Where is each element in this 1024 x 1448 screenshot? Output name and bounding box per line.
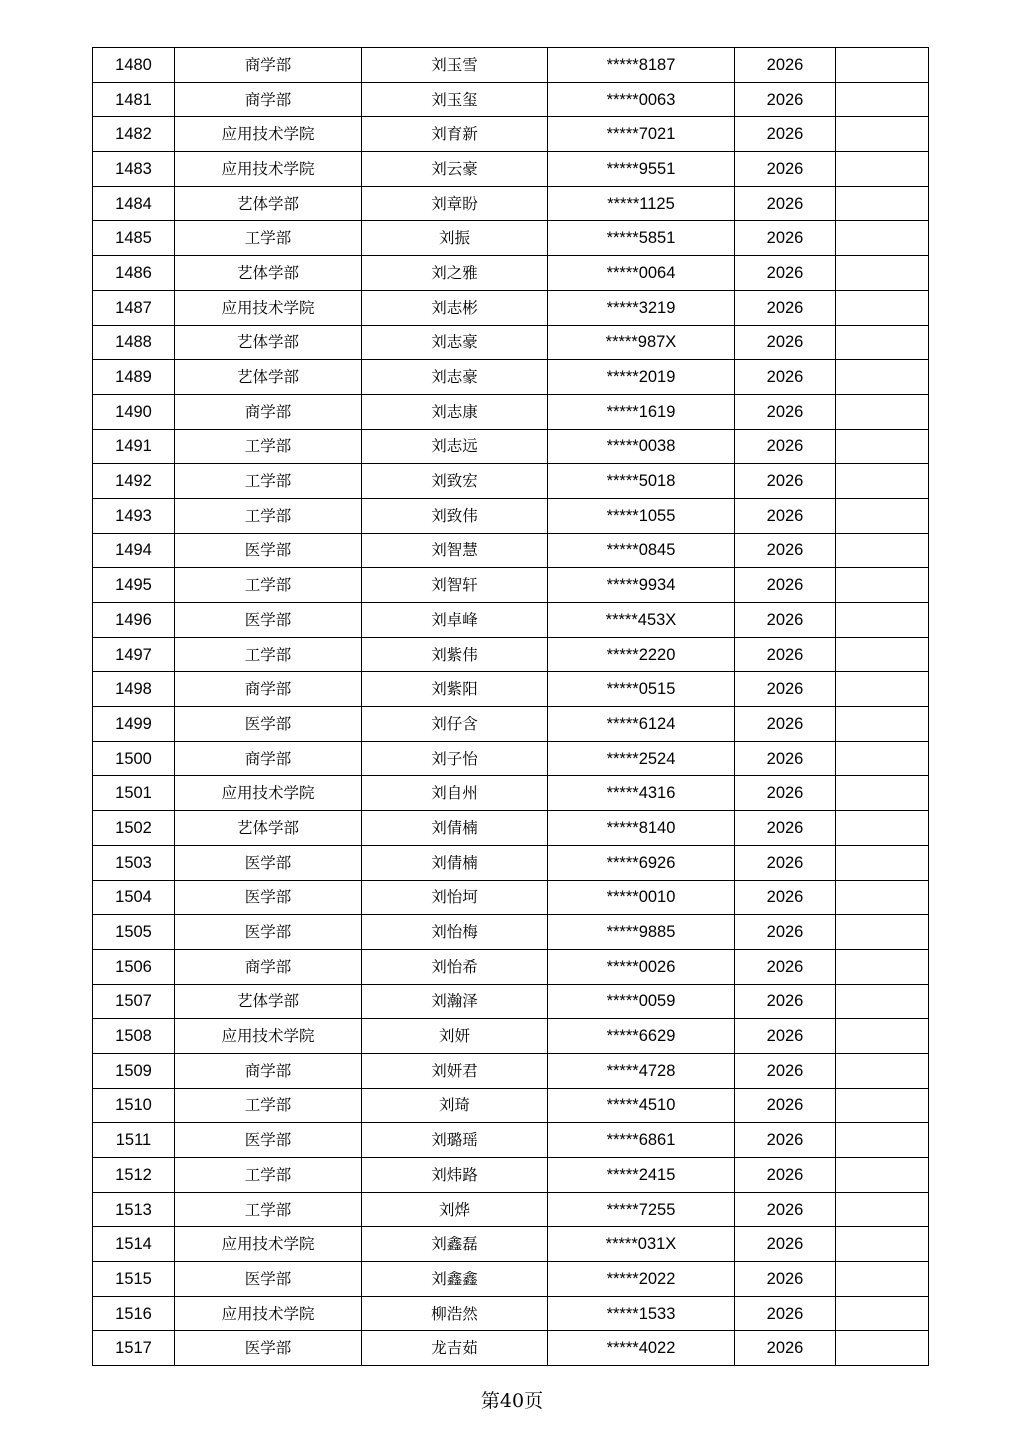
masked-id-cell: *****0845	[548, 533, 735, 568]
year-cell: 2026	[735, 1262, 836, 1297]
year-cell: 2026	[735, 568, 836, 603]
student-name-cell: 刘玉雪	[362, 48, 548, 83]
table-row	[93, 915, 929, 950]
year-cell: 2026	[735, 429, 836, 464]
department-cell: 商学部	[175, 1053, 362, 1088]
remark-cell	[836, 845, 929, 880]
student-name-cell: 刘子怡	[362, 741, 548, 776]
masked-id-cell: *****6861	[548, 1123, 735, 1158]
year-cell: 2026	[735, 394, 836, 429]
table-row	[93, 1227, 929, 1262]
masked-id-cell: *****0063	[548, 82, 735, 117]
table-row	[93, 1123, 929, 1158]
masked-id-cell: *****9934	[548, 568, 735, 603]
department-cell: 医学部	[175, 603, 362, 638]
year-cell: 2026	[735, 256, 836, 291]
remark-cell	[836, 186, 929, 221]
table-row	[93, 394, 929, 429]
table-row	[93, 845, 929, 880]
year-cell: 2026	[735, 880, 836, 915]
year-cell: 2026	[735, 672, 836, 707]
remark-cell	[836, 1227, 929, 1262]
department-cell: 艺体学部	[175, 984, 362, 1019]
remark-cell	[836, 1019, 929, 1054]
department-cell: 医学部	[175, 533, 362, 568]
remark-cell	[836, 1053, 929, 1088]
student-name-cell: 刘烨	[362, 1192, 548, 1227]
serial-number-cell: 1481	[93, 82, 175, 117]
department-cell: 应用技术学院	[175, 1296, 362, 1331]
serial-number-cell: 1506	[93, 949, 175, 984]
masked-id-cell: *****2019	[548, 360, 735, 395]
student-name-cell: 刘怡坷	[362, 880, 548, 915]
table-row	[93, 186, 929, 221]
table-row	[93, 1331, 929, 1366]
department-cell: 商学部	[175, 394, 362, 429]
serial-number-cell: 1482	[93, 117, 175, 152]
serial-number-cell: 1503	[93, 845, 175, 880]
department-cell: 商学部	[175, 949, 362, 984]
serial-number-cell: 1483	[93, 152, 175, 187]
masked-id-cell: *****453X	[548, 603, 735, 638]
remark-cell	[836, 256, 929, 291]
serial-number-cell: 1517	[93, 1331, 175, 1366]
remark-cell	[836, 637, 929, 672]
masked-id-cell: *****2022	[548, 1262, 735, 1297]
page-number: 第40页	[480, 1390, 544, 1412]
department-cell: 商学部	[175, 48, 362, 83]
year-cell: 2026	[735, 984, 836, 1019]
year-cell: 2026	[735, 1296, 836, 1331]
student-name-cell: 刘璐瑶	[362, 1123, 548, 1158]
year-cell: 2026	[735, 603, 836, 638]
serial-number-cell: 1485	[93, 221, 175, 256]
remark-cell	[836, 707, 929, 742]
serial-number-cell: 1500	[93, 741, 175, 776]
remark-cell	[836, 1123, 929, 1158]
table-row	[93, 498, 929, 533]
table-row	[93, 741, 929, 776]
student-name-cell: 刘仔含	[362, 707, 548, 742]
student-name-cell: 刘琦	[362, 1088, 548, 1123]
table-row	[93, 811, 929, 846]
remark-cell	[836, 464, 929, 499]
table-row	[93, 603, 929, 638]
student-name-cell: 刘紫阳	[362, 672, 548, 707]
year-cell: 2026	[735, 82, 836, 117]
department-cell: 工学部	[175, 498, 362, 533]
year-cell: 2026	[735, 1158, 836, 1193]
remark-cell	[836, 1331, 929, 1366]
student-name-cell: 龙吉茹	[362, 1331, 548, 1366]
serial-number-cell: 1491	[93, 429, 175, 464]
remark-cell	[836, 1192, 929, 1227]
department-cell: 工学部	[175, 429, 362, 464]
table-row	[93, 949, 929, 984]
table-row	[93, 1296, 929, 1331]
student-name-cell: 柳浩然	[362, 1296, 548, 1331]
department-cell: 医学部	[175, 1331, 362, 1366]
table-row	[93, 1053, 929, 1088]
masked-id-cell: *****0026	[548, 949, 735, 984]
masked-id-cell: *****4022	[548, 1331, 735, 1366]
remark-cell	[836, 915, 929, 950]
remark-cell	[836, 603, 929, 638]
serial-number-cell: 1505	[93, 915, 175, 950]
serial-number-cell: 1516	[93, 1296, 175, 1331]
table-row	[93, 707, 929, 742]
student-name-cell: 刘志彬	[362, 290, 548, 325]
student-name-cell: 刘紫伟	[362, 637, 548, 672]
table-row	[93, 48, 929, 83]
table-row	[93, 568, 929, 603]
remark-cell	[836, 325, 929, 360]
year-cell: 2026	[735, 1123, 836, 1158]
student-name-cell: 刘章盼	[362, 186, 548, 221]
year-cell: 2026	[735, 360, 836, 395]
serial-number-cell: 1502	[93, 811, 175, 846]
department-cell: 应用技术学院	[175, 1019, 362, 1054]
department-cell: 医学部	[175, 1262, 362, 1297]
department-cell: 医学部	[175, 915, 362, 950]
year-cell: 2026	[735, 845, 836, 880]
masked-id-cell: *****3219	[548, 290, 735, 325]
masked-id-cell: *****6629	[548, 1019, 735, 1054]
student-name-cell: 刘智慧	[362, 533, 548, 568]
department-cell: 艺体学部	[175, 186, 362, 221]
student-name-cell: 刘怡希	[362, 949, 548, 984]
masked-id-cell: *****987X	[548, 325, 735, 360]
student-name-cell: 刘致宏	[362, 464, 548, 499]
year-cell: 2026	[735, 464, 836, 499]
year-cell: 2026	[735, 1019, 836, 1054]
table-row	[93, 1158, 929, 1193]
remark-cell	[836, 117, 929, 152]
remark-cell	[836, 290, 929, 325]
student-name-cell: 刘卓峰	[362, 603, 548, 638]
serial-number-cell: 1508	[93, 1019, 175, 1054]
serial-number-cell: 1514	[93, 1227, 175, 1262]
department-cell: 工学部	[175, 1192, 362, 1227]
serial-number-cell: 1498	[93, 672, 175, 707]
serial-number-cell: 1499	[93, 707, 175, 742]
student-name-cell: 刘育新	[362, 117, 548, 152]
table-row	[93, 672, 929, 707]
serial-number-cell: 1497	[93, 637, 175, 672]
masked-id-cell: *****5851	[548, 221, 735, 256]
serial-number-cell: 1515	[93, 1262, 175, 1297]
table-row	[93, 360, 929, 395]
table-row	[93, 533, 929, 568]
year-cell: 2026	[735, 186, 836, 221]
year-cell: 2026	[735, 498, 836, 533]
department-cell: 商学部	[175, 672, 362, 707]
student-name-cell: 刘志远	[362, 429, 548, 464]
masked-id-cell: *****8187	[548, 48, 735, 83]
department-cell: 工学部	[175, 221, 362, 256]
student-name-cell: 刘志豪	[362, 360, 548, 395]
serial-number-cell: 1492	[93, 464, 175, 499]
department-cell: 工学部	[175, 1158, 362, 1193]
masked-id-cell: *****8140	[548, 811, 735, 846]
remark-cell	[836, 1262, 929, 1297]
year-cell: 2026	[735, 1053, 836, 1088]
remark-cell	[836, 776, 929, 811]
masked-id-cell: *****0010	[548, 880, 735, 915]
masked-id-cell: *****7255	[548, 1192, 735, 1227]
masked-id-cell: *****2415	[548, 1158, 735, 1193]
department-cell: 应用技术学院	[175, 290, 362, 325]
masked-id-cell: *****0064	[548, 256, 735, 291]
table-row	[93, 82, 929, 117]
serial-number-cell: 1510	[93, 1088, 175, 1123]
year-cell: 2026	[735, 117, 836, 152]
year-cell: 2026	[735, 325, 836, 360]
serial-number-cell: 1501	[93, 776, 175, 811]
masked-id-cell: *****6926	[548, 845, 735, 880]
serial-number-cell: 1494	[93, 533, 175, 568]
table-row	[93, 117, 929, 152]
department-cell: 医学部	[175, 1123, 362, 1158]
serial-number-cell: 1480	[93, 48, 175, 83]
year-cell: 2026	[735, 1227, 836, 1262]
year-cell: 2026	[735, 637, 836, 672]
table-row	[93, 464, 929, 499]
year-cell: 2026	[735, 1331, 836, 1366]
department-cell: 医学部	[175, 880, 362, 915]
department-cell: 艺体学部	[175, 811, 362, 846]
year-cell: 2026	[735, 152, 836, 187]
serial-number-cell: 1493	[93, 498, 175, 533]
remark-cell	[836, 82, 929, 117]
serial-number-cell: 1490	[93, 394, 175, 429]
remark-cell	[836, 880, 929, 915]
remark-cell	[836, 1296, 929, 1331]
student-name-cell: 刘智轩	[362, 568, 548, 603]
student-name-cell: 刘鑫磊	[362, 1227, 548, 1262]
table-row	[93, 290, 929, 325]
masked-id-cell: *****6124	[548, 707, 735, 742]
year-cell: 2026	[735, 949, 836, 984]
masked-id-cell: *****0059	[548, 984, 735, 1019]
masked-id-cell: *****9885	[548, 915, 735, 950]
department-cell: 医学部	[175, 707, 362, 742]
serial-number-cell: 1512	[93, 1158, 175, 1193]
remark-cell	[836, 741, 929, 776]
remark-cell	[836, 984, 929, 1019]
table-row	[93, 1192, 929, 1227]
student-name-cell: 刘倩楠	[362, 811, 548, 846]
serial-number-cell: 1507	[93, 984, 175, 1019]
student-name-cell: 刘玉玺	[362, 82, 548, 117]
remark-cell	[836, 672, 929, 707]
year-cell: 2026	[735, 48, 836, 83]
student-name-cell: 刘志康	[362, 394, 548, 429]
student-name-cell: 刘炜路	[362, 1158, 548, 1193]
remark-cell	[836, 152, 929, 187]
masked-id-cell: *****031X	[548, 1227, 735, 1262]
remark-cell	[836, 568, 929, 603]
table-row	[93, 221, 929, 256]
table-row	[93, 256, 929, 291]
table-body	[93, 48, 929, 1366]
year-cell: 2026	[735, 741, 836, 776]
student-name-cell: 刘妍君	[362, 1053, 548, 1088]
table-row	[93, 1262, 929, 1297]
student-list-table	[92, 47, 929, 1366]
department-cell: 工学部	[175, 568, 362, 603]
table-row	[93, 776, 929, 811]
year-cell: 2026	[735, 1192, 836, 1227]
student-name-cell: 刘振	[362, 221, 548, 256]
serial-number-cell: 1487	[93, 290, 175, 325]
remark-cell	[836, 360, 929, 395]
student-name-cell: 刘志豪	[362, 325, 548, 360]
department-cell: 艺体学部	[175, 256, 362, 291]
remark-cell	[836, 429, 929, 464]
student-name-cell: 刘瀚泽	[362, 984, 548, 1019]
masked-id-cell: *****4510	[548, 1088, 735, 1123]
masked-id-cell: *****1619	[548, 394, 735, 429]
table-row	[93, 152, 929, 187]
remark-cell	[836, 1088, 929, 1123]
serial-number-cell: 1504	[93, 880, 175, 915]
student-name-cell: 刘妍	[362, 1019, 548, 1054]
remark-cell	[836, 48, 929, 83]
year-cell: 2026	[735, 533, 836, 568]
table-row	[93, 429, 929, 464]
department-cell: 医学部	[175, 845, 362, 880]
table-row	[93, 637, 929, 672]
masked-id-cell: *****1055	[548, 498, 735, 533]
serial-number-cell: 1489	[93, 360, 175, 395]
department-cell: 应用技术学院	[175, 117, 362, 152]
serial-number-cell: 1484	[93, 186, 175, 221]
department-cell: 艺体学部	[175, 360, 362, 395]
remark-cell	[836, 498, 929, 533]
year-cell: 2026	[735, 811, 836, 846]
masked-id-cell: *****2220	[548, 637, 735, 672]
serial-number-cell: 1488	[93, 325, 175, 360]
masked-id-cell: *****4728	[548, 1053, 735, 1088]
department-cell: 工学部	[175, 464, 362, 499]
department-cell: 商学部	[175, 741, 362, 776]
remark-cell	[836, 394, 929, 429]
table-row	[93, 1019, 929, 1054]
serial-number-cell: 1496	[93, 603, 175, 638]
masked-id-cell: *****0038	[548, 429, 735, 464]
serial-number-cell: 1513	[93, 1192, 175, 1227]
year-cell: 2026	[735, 221, 836, 256]
table-row	[93, 880, 929, 915]
masked-id-cell: *****1533	[548, 1296, 735, 1331]
department-cell: 应用技术学院	[175, 152, 362, 187]
department-cell: 艺体学部	[175, 325, 362, 360]
remark-cell	[836, 1158, 929, 1193]
year-cell: 2026	[735, 707, 836, 742]
masked-id-cell: *****1125	[548, 186, 735, 221]
department-cell: 商学部	[175, 82, 362, 117]
masked-id-cell: *****9551	[548, 152, 735, 187]
serial-number-cell: 1486	[93, 256, 175, 291]
year-cell: 2026	[735, 290, 836, 325]
serial-number-cell: 1511	[93, 1123, 175, 1158]
student-name-cell: 刘倩楠	[362, 845, 548, 880]
student-name-cell: 刘云豪	[362, 152, 548, 187]
table-row	[93, 325, 929, 360]
table-row	[93, 984, 929, 1019]
masked-id-cell: *****5018	[548, 464, 735, 499]
masked-id-cell: *****7021	[548, 117, 735, 152]
remark-cell	[836, 221, 929, 256]
masked-id-cell: *****4316	[548, 776, 735, 811]
student-name-cell: 刘之雅	[362, 256, 548, 291]
year-cell: 2026	[735, 915, 836, 950]
masked-id-cell: *****0515	[548, 672, 735, 707]
department-cell: 应用技术学院	[175, 776, 362, 811]
remark-cell	[836, 533, 929, 568]
department-cell: 工学部	[175, 637, 362, 672]
masked-id-cell: *****2524	[548, 741, 735, 776]
serial-number-cell: 1509	[93, 1053, 175, 1088]
remark-cell	[836, 949, 929, 984]
year-cell: 2026	[735, 1088, 836, 1123]
year-cell: 2026	[735, 776, 836, 811]
remark-cell	[836, 811, 929, 846]
table-row	[93, 1088, 929, 1123]
serial-number-cell: 1495	[93, 568, 175, 603]
department-cell: 工学部	[175, 1088, 362, 1123]
student-name-cell: 刘鑫鑫	[362, 1262, 548, 1297]
department-cell: 应用技术学院	[175, 1227, 362, 1262]
student-name-cell: 刘自州	[362, 776, 548, 811]
student-name-cell: 刘致伟	[362, 498, 548, 533]
student-name-cell: 刘怡梅	[362, 915, 548, 950]
